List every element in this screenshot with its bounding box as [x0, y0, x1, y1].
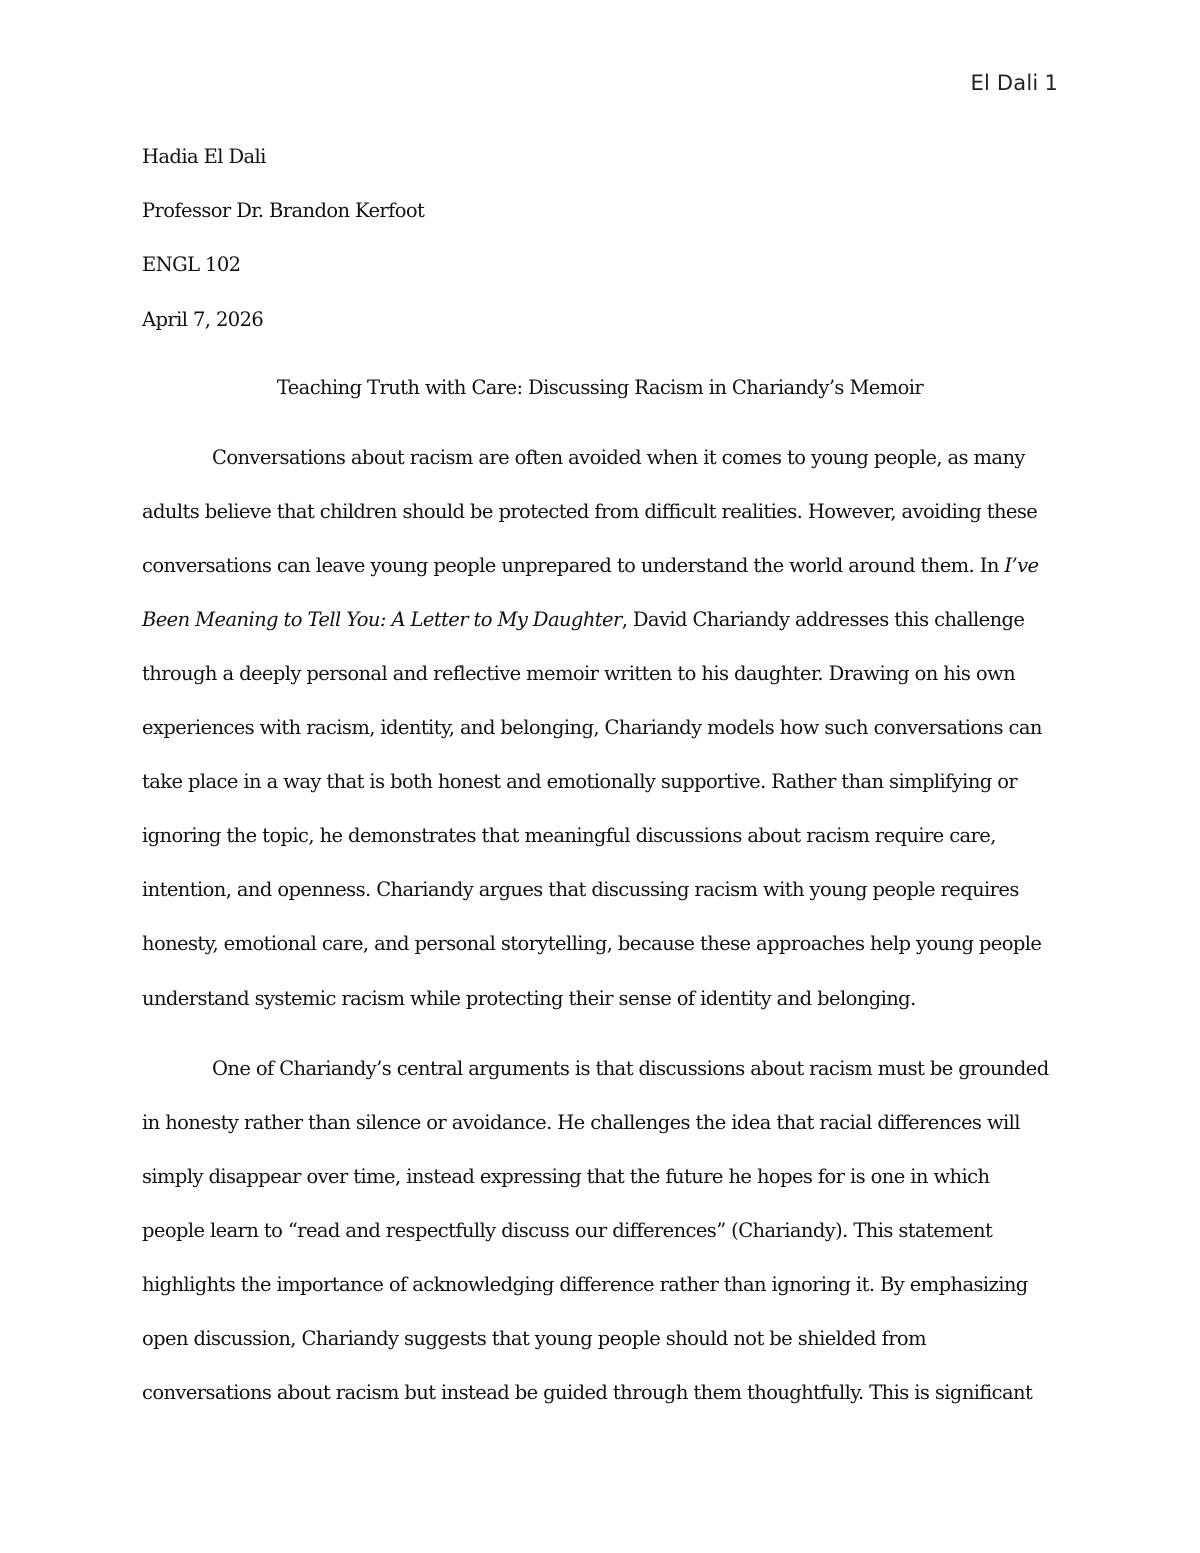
line-text: conversations can leave young people unprepared to understand the world around them. In [142, 554, 1005, 577]
paragraph-line: open discussion, Chariandy suggests that young people should not be shielded from [142, 1327, 926, 1350]
book-title-part: I’ve [1004, 554, 1039, 577]
essay-title: Teaching Truth with Care: Discussing Racism in Chariandy’s Memoir [276, 376, 924, 399]
paragraph-line [142, 606, 1024, 634]
paragraph-line: honesty, emotional care, and personal storytelling, because these approaches help young people [142, 932, 1042, 955]
paragraph-line: Conversations about racism are often avoided when it comes to young people, as many [212, 446, 1025, 469]
line-text: , David Chariandy addresses this challenge [621, 608, 1025, 631]
paragraph-line: One of Chariandy’s central arguments is that discussions about racism must be grounded [212, 1057, 1049, 1080]
paragraph-line: experiences with racism, identity, and belonging, Chariandy models how such conversations can [142, 716, 1042, 739]
paragraph-line [142, 552, 1038, 580]
paragraph-line: understand systemic racism while protecting their sense of identity and belonging. [142, 987, 916, 1010]
paragraph-line: adults believe that children should be protected from difficult realities. However, avoiding these [142, 500, 1038, 523]
paragraph-line: simply disappear over time, instead expressing that the future he hopes for is one in which [142, 1165, 990, 1188]
paragraph-line: in honesty rather than silence or avoidance. He challenges the idea that racial differences will [142, 1111, 1020, 1134]
paragraph-line: take place in a way that is both honest and emotionally supportive. Rather than simplifying or [142, 770, 1018, 793]
student-name: Hadia El Dali [142, 145, 266, 168]
paragraph-line: people learn to “read and respectfully discuss our differences” (Chariandy). This statement [142, 1219, 993, 1242]
paragraph-line: intention, and openness. Chariandy argues that discussing racism with young people requires [142, 878, 1019, 901]
professor-name: Professor Dr. Brandon Kerfoot [142, 199, 425, 222]
paragraph-line: highlights the importance of acknowledging difference rather than ignoring it. By emphasizing [142, 1273, 1028, 1296]
running-head-name: El Dali [970, 71, 1039, 95]
paragraph-line: ignoring the topic, he demonstrates that meaningful discussions about racism require care, [142, 824, 996, 847]
page-number: 1 [1044, 71, 1058, 95]
paragraph-line: through a deeply personal and reflective memoir written to his daughter. Drawing on his own [142, 662, 1016, 685]
book-title-part: Been Meaning to Tell You: A Letter to My Daughter [142, 608, 622, 631]
essay-date: April 7, 2026 [142, 308, 264, 331]
running-head [971, 69, 1058, 97]
course-name: ENGL 102 [142, 253, 241, 276]
paragraph-line: conversations about racism but instead be guided through them thoughtfully. This is significant [142, 1381, 1033, 1404]
